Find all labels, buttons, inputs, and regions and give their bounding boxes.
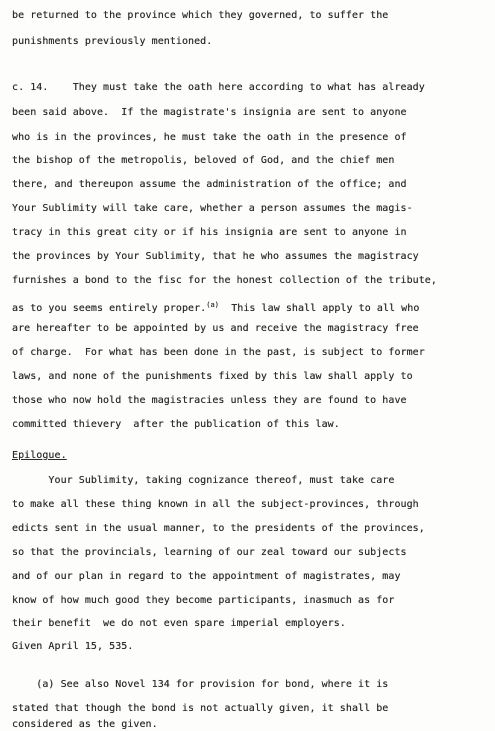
text-line: Your Sublimity, taking cognizance thereof, must take care: [12, 475, 395, 486]
text-line: their benefit we do not even spare imperial employers.: [12, 618, 346, 629]
text-line: edicts sent in the usual manner, to the presidents of the provinces,: [12, 523, 425, 534]
section-14-first-line: c. 14. They must take the oath here according to what has already: [12, 82, 425, 93]
text-line: are hereafter to be appointed by us and receive the magistracy free: [12, 323, 419, 334]
text-line: furnishes a bond to the fisc for the honest collection of the tribute,: [12, 275, 437, 286]
date-given: Given April 15, 535.: [12, 641, 134, 652]
text-segment: This law shall apply to all who: [219, 303, 420, 314]
text-line: and of our plan in regard to the appointment of magistrates, may: [12, 571, 401, 582]
text-line: to make all these thing known in all the subject-provinces, through: [12, 499, 419, 510]
text-line: so that the provincials, learning of our zeal toward our subjects: [12, 547, 407, 558]
footnote-line: stated that though the bond is not actually given, it shall be: [12, 703, 389, 714]
text-line: be returned to the province which they governed, to suffer the: [12, 10, 389, 21]
text-segment: as to you seems entirely proper.: [12, 303, 207, 314]
footnote-line: (a) See also Novel 134 for provision for bond, where it is: [12, 679, 389, 690]
text-line: been said above. If the magistrate's insignia are sent to anyone: [12, 107, 407, 118]
text-line: Your Sublimity will take care, whether a person assumes the magis-: [12, 203, 413, 214]
text-line: committed thievery after the publication of this law.: [12, 419, 340, 430]
text-line: those who now hold the magistracies unless they are found to have: [12, 395, 407, 406]
text-line: punishments previously mentioned.: [12, 36, 213, 47]
text-line: of charge. For what has been done in the past, is subject to former: [12, 347, 425, 358]
text-line: the bishop of the metropolis, beloved of God, and the chief men: [12, 155, 395, 166]
text-line: the provinces by Your Sublimity, that he who assumes the magistracy: [12, 251, 419, 262]
text-line: tracy in this great city or if his insignia are sent to anyone in: [12, 227, 407, 238]
text-line: know of how much good they become participants, inasmuch as for: [12, 595, 395, 606]
text-line: who is in the provinces, he must take the oath in the presence of: [12, 132, 407, 143]
footnote-line: considered as the given.: [12, 719, 158, 730]
epilogue-heading: Epilogue.: [12, 450, 67, 461]
text-line: laws, and none of the punishments fixed by this law shall apply to: [12, 371, 413, 382]
footnote-marker: (a): [206, 301, 220, 309]
text-line: there, and thereupon assume the administration of the office; and: [12, 179, 407, 190]
text-line-with-note: [12, 299, 419, 315]
